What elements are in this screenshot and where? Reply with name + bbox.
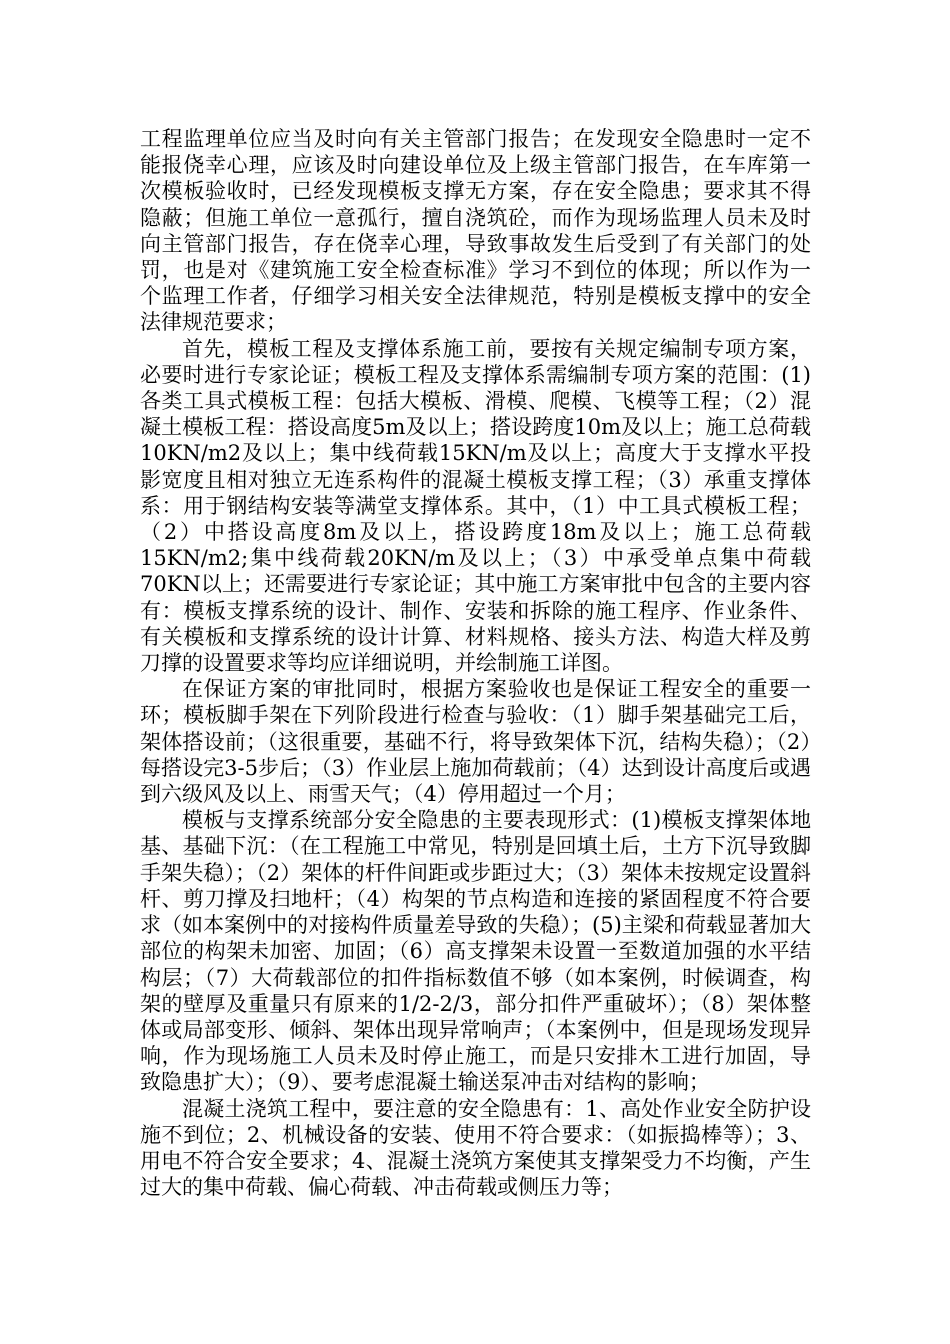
paragraph-special-scheme: 首先，模板工程及支撑体系施工前，要按有关规定编制专项方案，必要时进行专家论证；模板工程及支撑体系需编制专项方案的范围：(1)各类工具式模板工程：包括大模板、滑模、爬模、飞模等工程；（2）混凝土模板工程：搭设高度5m及以上；搭设跨度10m及以上；施工总荷载10KN/m2及以上；集中线荷载15KN/m及以上；高度大于支撑水平投影宽度且相对独立无连系构件的混凝土模板支撑工程；（3）承重支撑体系：用于钢结构安装等满堂支撑体系。其中，（1）中工具式模板工程；（2）中搭设高度8m及以上，搭设跨度18m及以上；施工总荷载15KN/m2;集中线荷载20KN/m及以上；（3）中承受单点集中荷载70KN以上；还需要进行专家论证；其中施工方案审批中包含的主要内容有：模板支撑系统的设计、制作、安装和拆除的施工程序、作业条件、有关模板和支撑系统的设计计算、材料规格、接头方法、构造大样及剪刀撑的设置要求等均应详细说明，并绘制施工详图。 xyxy=(140,336,811,676)
paragraph-inspection-stages: 在保证方案的审批同时，根据方案验收也是保证工程安全的重要一环；模板脚手架在下列阶段进行检查与验收：（1）脚手架基础完工后，架体搭设前；（这很重要，基础不行，将导致架体下沉，结构失稳）；（2）每搭设完3-5步后；（3）作业层上施加荷载前；（4）达到设计高度后或遇到六级风及以上、雨雪天气；（4）停用超过一个月； xyxy=(140,677,811,807)
document-page xyxy=(140,126,811,1200)
paragraph-hazard-forms: 模板与支撑系统部分安全隐患的主要表现形式：(1)模板支撑架体地基、基础下沉：（在工程施工中常见，特别是回填土后，土方下沉导致脚手架失稳）；（2）架体的杆件间距或步距过大；（3）架体未按规定设置斜杆、剪刀撑及扫地杆；（4）构架的节点构造和连接的紧固程度不符合要求（如本案例中的对接构件质量差导致的失稳）；(5)主梁和荷载显著加大部位的构架未加密、加固；（6）高支撑架未设置一至数道加强的水平结构层；（7）大荷载部位的扣件指标数值不够（如本案例，时候调查，构架的壁厚及重量只有原来的1/2-2/3，部分扣件严重破坏）；（8）架体整体或局部变形、倾斜、架体出现异常响声；（本案例中，但是现场发现异响，作为现场施工人员未及时停止施工，而是只安排木工进行加固，导致隐患扩大）；（9）、要考虑混凝土输送泵冲击对结构的影响； xyxy=(140,808,811,1095)
paragraph-supervision-reporting: 工程监理单位应当及时向有关主管部门报告；在发现安全隐患时一定不能报侥幸心理，应该及时向建设单位及上级主管部门报告，在车库第一次模板验收时，已经发现模板支撑无方案，存在安全隐患；要求其不得隐蔽；但施工单位一意孤行，擅自浇筑砼，而作为现场监理人员未及时向主管部门报告，存在侥幸心理，导致事故发生后受到了有关部门的处罚，也是对《建筑施工安全检查标准》学习不到位的体现；所以作为一个监理工作者，仔细学习相关安全法律规范，特别是模板支撑中的安全法律规范要求； xyxy=(140,127,811,335)
paragraph-concrete-pouring-hazards: 混凝土浇筑工程中，要注意的安全隐患有：1、高处作业安全防护设施不到位；2、机械设备的安装、使用不符合要求：（如振捣棒等）；3、用电不符合安全要求；4、混凝土浇筑方案使其支撑架受力不均衡，产生过大的集中荷载、偏心荷载、冲击荷载或侧压力等； xyxy=(140,1096,811,1200)
